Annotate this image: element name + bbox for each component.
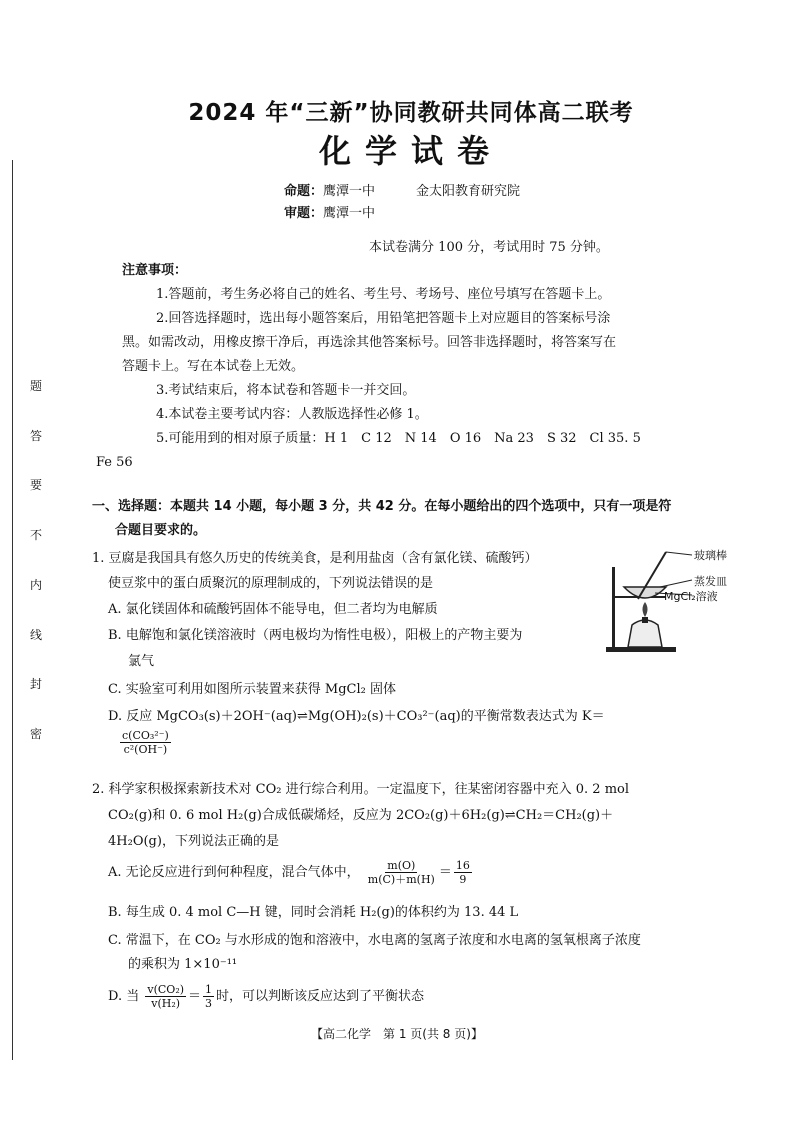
section-heading: 一、选择题：本题共 14 小题，每小题 3 分，共 42 分。在每小题给出的四个选项中，只有一项是符 bbox=[92, 499, 672, 514]
q1-option-b-cont: 氯气 bbox=[128, 654, 155, 669]
note-2a: 2.回答选择题时，选出每小题答案后，用铅笔把答题卡上对应题目的答案标号涂 bbox=[156, 311, 611, 326]
fraction-numerator: 1 bbox=[205, 983, 213, 996]
fraction-numerator: m(O) bbox=[387, 859, 416, 872]
binding-margin bbox=[0, 0, 60, 1125]
binding-char: 题 bbox=[29, 379, 42, 393]
apparatus-drawing bbox=[520, 547, 760, 662]
q1-stem-b: 使豆浆中的蛋白质聚沉的原理制成的，下列说法错误的是 bbox=[108, 576, 434, 591]
fraction bbox=[203, 983, 214, 1010]
q1-option-c: C. 实验室可利用如图所示装置来获得 MgCl₂ 固体 bbox=[108, 682, 396, 697]
fraction-numerator: 16 bbox=[455, 859, 470, 872]
author-org: 金太阳教育研究院 bbox=[416, 184, 521, 199]
equals-sign: ＝ bbox=[188, 989, 202, 1004]
exam-subject: 化学试卷 bbox=[318, 132, 503, 170]
notes-heading: 注意事项： bbox=[122, 263, 188, 278]
note-2c: 答题卡上。写在本试卷上无效。 bbox=[122, 359, 305, 374]
label-glass-rod: 玻璃棒 bbox=[694, 549, 727, 562]
note-1: 1.答题前，考生务必将自己的姓名、考生号、考场号、座位号填写在答题卡上。 bbox=[156, 287, 611, 302]
stand-rod bbox=[612, 567, 615, 649]
leader-line bbox=[666, 552, 692, 555]
reviewer-name: 鹰潭一中 bbox=[323, 206, 376, 221]
q1-option-b: B. 电解饱和氯化镁溶液时（两电极均为惰性电极），阳极上的产物主要为 bbox=[108, 628, 523, 643]
lamp-wick bbox=[642, 617, 648, 623]
fraction-denominator: v(H₂) bbox=[151, 997, 181, 1010]
q2-stem-c: 4H₂O(g)，下列说法正确的是 bbox=[108, 834, 279, 849]
fraction-numerator: c(CO₃²⁻) bbox=[122, 729, 169, 742]
q1-option-d: D. 反应 MgCO₃(s)＋2OH⁻(aq)⇌Mg(OH)₂(s)＋CO₃²⁻(aq)的平衡常数表达式为 K＝ bbox=[108, 709, 605, 724]
q2-stem-a: 2. 科学家积极探索新技术对 CO₂ 进行综合利用。一定温度下，往某密闭容器中充入 0. 2 mol bbox=[92, 782, 629, 797]
label-evaporating-dish: 蒸发皿 bbox=[694, 575, 727, 588]
lamp-flame bbox=[643, 602, 648, 617]
fraction-denominator: 9 bbox=[459, 873, 467, 886]
equals-sign: ＝ bbox=[438, 865, 452, 880]
q1-option-a: A. 氯化镁固体和硫酸钙固体不能导电，但二者均为电解质 bbox=[108, 602, 438, 617]
q2-option-d-tail: 时，可以判断该反应达到了平衡状态 bbox=[216, 989, 425, 1004]
q2-option-d bbox=[108, 983, 424, 1010]
exam-info: 本试卷满分 100 分，考试用时 75 分钟。 bbox=[369, 240, 609, 255]
q2-option-a bbox=[108, 859, 474, 886]
q2-option-d-text: D. 当 bbox=[108, 989, 140, 1004]
alcohol-lamp bbox=[628, 620, 662, 647]
binding-char: 线 bbox=[29, 627, 42, 642]
note-3: 3.考试结束后，将本试卷和答题卡一并交回。 bbox=[156, 383, 416, 398]
page-footer: 【高二化学 第 1 页(共 8 页)】 bbox=[311, 1027, 483, 1041]
author-line-1 bbox=[284, 180, 375, 199]
q2-stem-b: CO₂(g)和 0. 6 mol H₂(g)合成低碳烯烃，反应为 2CO₂(g)＋6H₂(g)⇌CH₂＝CH₂(g)＋ bbox=[108, 808, 614, 823]
q2-option-a-text: A. 无论反应进行到何种程度，混合气体中， bbox=[108, 865, 360, 880]
fraction bbox=[120, 729, 171, 756]
binding-warning bbox=[26, 380, 46, 740]
binding-char: 封 bbox=[29, 677, 42, 692]
binding-char: 密 bbox=[29, 726, 42, 741]
fraction-denominator: 3 bbox=[205, 997, 213, 1010]
q2-option-c: C. 常温下，在 CO₂ 与水形成的饱和溶液中，水电离的氢离子浓度和水电离的氢氧根离子浓度 bbox=[108, 933, 641, 948]
fraction bbox=[454, 859, 472, 886]
fraction-denominator: m(C)＋m(H) bbox=[367, 873, 435, 886]
binding-char: 内 bbox=[29, 577, 42, 592]
author-name: 鹰潭一中 bbox=[323, 184, 376, 199]
binding-char: 不 bbox=[29, 528, 42, 543]
q2-option-c-cont: 的乘积为 1×10⁻¹¹ bbox=[128, 957, 238, 972]
reviewer-label: 审题： bbox=[284, 206, 324, 221]
leader-line bbox=[660, 580, 692, 587]
binding-char: 要 bbox=[29, 478, 42, 493]
author-label: 命题： bbox=[284, 184, 324, 199]
exam-title: 2024 年“三新”协同教研共同体高二联考 bbox=[188, 100, 634, 126]
fraction bbox=[366, 859, 437, 886]
fraction-denominator: c²(OH⁻) bbox=[123, 743, 168, 756]
note-4: 4.本试卷主要考试内容：人教版选择性必修 1。 bbox=[156, 407, 428, 422]
q2-option-b: B. 每生成 0. 4 mol C—H 键，同时会消耗 H₂(g)的体积约为 13. 44 L bbox=[108, 905, 519, 920]
q1-stem-a: 1. 豆腐是我国具有悠久历史的传统美食，是利用盐卤（含有氯化镁、硫酸钙） bbox=[92, 551, 538, 566]
note-5a: 5.可能用到的相对原子质量：H 1 C 12 N 14 O 16 Na 23 S 32 Cl 35. 5 bbox=[156, 431, 641, 446]
q1-option-d-fraction bbox=[118, 729, 173, 756]
evaporation-apparatus-figure bbox=[520, 547, 760, 662]
fraction bbox=[145, 983, 186, 1010]
binding-line bbox=[12, 160, 13, 1060]
author-line-2 bbox=[284, 202, 375, 221]
note-2b: 黑。如需改动，用橡皮擦干净后，再选涂其他答案标号。回答非选择题时，将答案写在 bbox=[122, 335, 617, 350]
binding-char: 答 bbox=[29, 428, 42, 443]
fraction-numerator: v(CO₂) bbox=[147, 983, 185, 996]
note-5b: Fe 56 bbox=[96, 455, 133, 470]
label-mgcl2-solution: MgCl₂溶液 bbox=[664, 590, 718, 603]
section-heading-2: 合题目要求的。 bbox=[115, 523, 207, 538]
